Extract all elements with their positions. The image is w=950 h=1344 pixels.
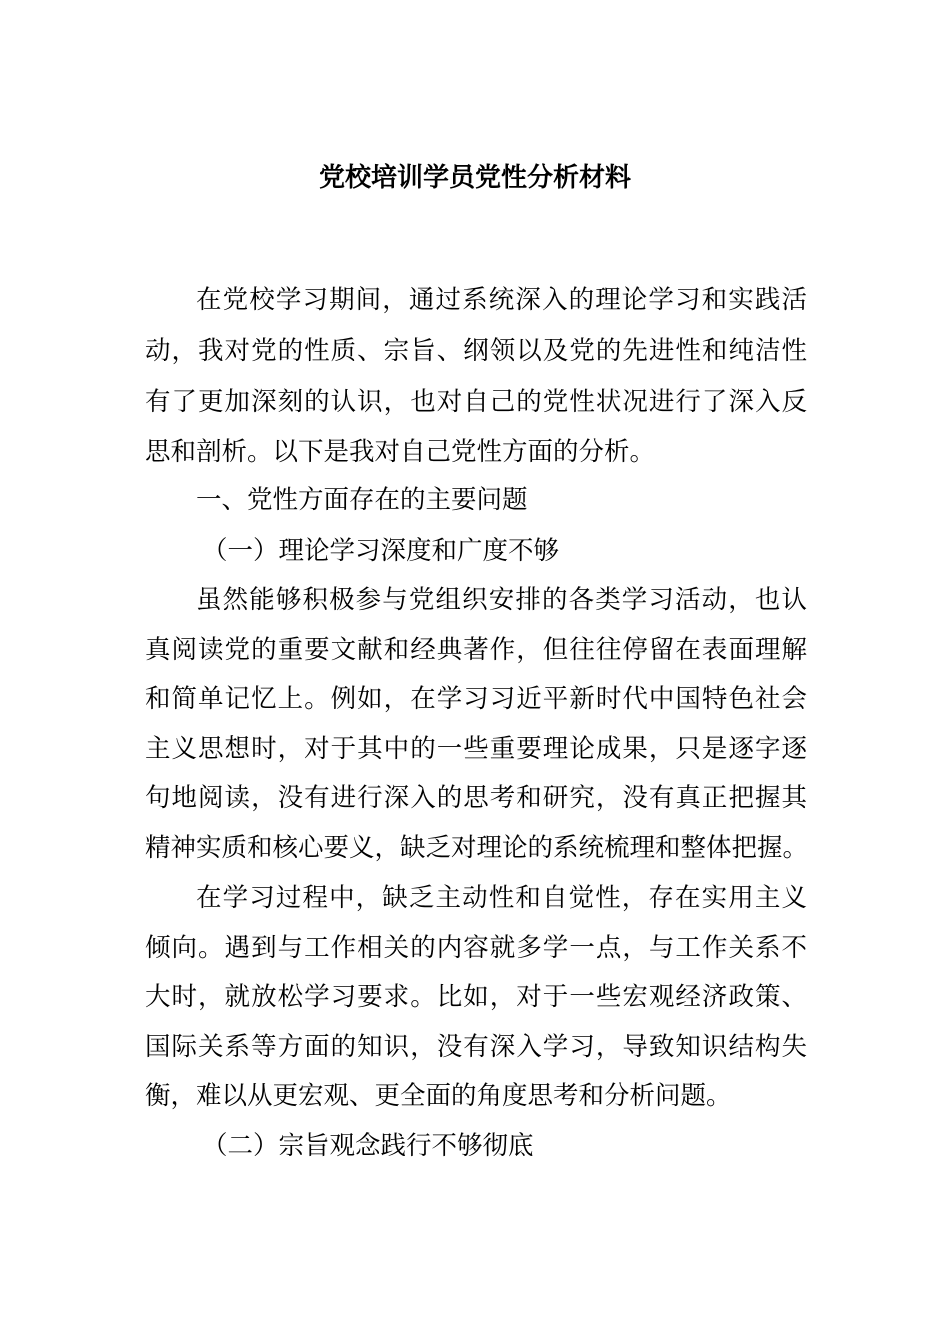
intro-line-4: 思和剖析。以下是我对自己党性方面的分析。 xyxy=(145,437,656,467)
para-2-line-3: 大时，就放松学习要求。比如，对于一些宏观经济政策、 xyxy=(145,982,807,1012)
para-1-line-2: 真阅读党的重要文献和经典著作，但往往停留在表面理解 xyxy=(145,635,807,665)
para-1-line-4: 主义思想时，对于其中的一些重要理论成果，只是逐字逐 xyxy=(145,734,807,764)
para-1-line-5: 句地阅读，没有进行深入的思考和研究，没有真正把握其 xyxy=(145,783,807,813)
para-2-line-5: 衡，难以从更宏观、更全面的角度思考和分析问题。 xyxy=(145,1081,732,1111)
para-2-line-1: 在学习过程中，缺乏主动性和自觉性，存在实用主义 xyxy=(196,883,807,913)
intro-line-3: 有了更加深刻的认识，也对自己的党性状况进行了深入反 xyxy=(145,387,807,417)
section-1-heading: 一、党性方面存在的主要问题 xyxy=(196,485,528,515)
subsection-2-heading: （二）宗旨观念践行不够彻底 xyxy=(202,1131,534,1161)
subsection-1-heading: （一）理论学习深度和广度不够 xyxy=(202,536,560,566)
para-1-line-3: 和简单记忆上。例如，在学习习近平新时代中国特色社会 xyxy=(145,684,807,714)
intro-line-1: 在党校学习期间，通过系统深入的理论学习和实践活 xyxy=(196,285,807,315)
para-1-line-1: 虽然能够积极参与党组织安排的各类学习活动，也认 xyxy=(196,585,807,615)
para-2-line-4: 国际关系等方面的知识，没有深入学习，导致知识结构失 xyxy=(145,1032,807,1062)
para-1-line-6: 精神实质和核心要义，缺乏对理论的系统梳理和整体把握。 xyxy=(145,833,809,863)
para-2-line-2: 倾向。遇到与工作相关的内容就多学一点，与工作关系不 xyxy=(145,933,807,963)
document-title: 党校培训学员党性分析材料 xyxy=(318,163,631,193)
intro-line-2: 动，我对党的性质、宗旨、纲领以及党的先进性和纯洁性 xyxy=(145,336,807,366)
